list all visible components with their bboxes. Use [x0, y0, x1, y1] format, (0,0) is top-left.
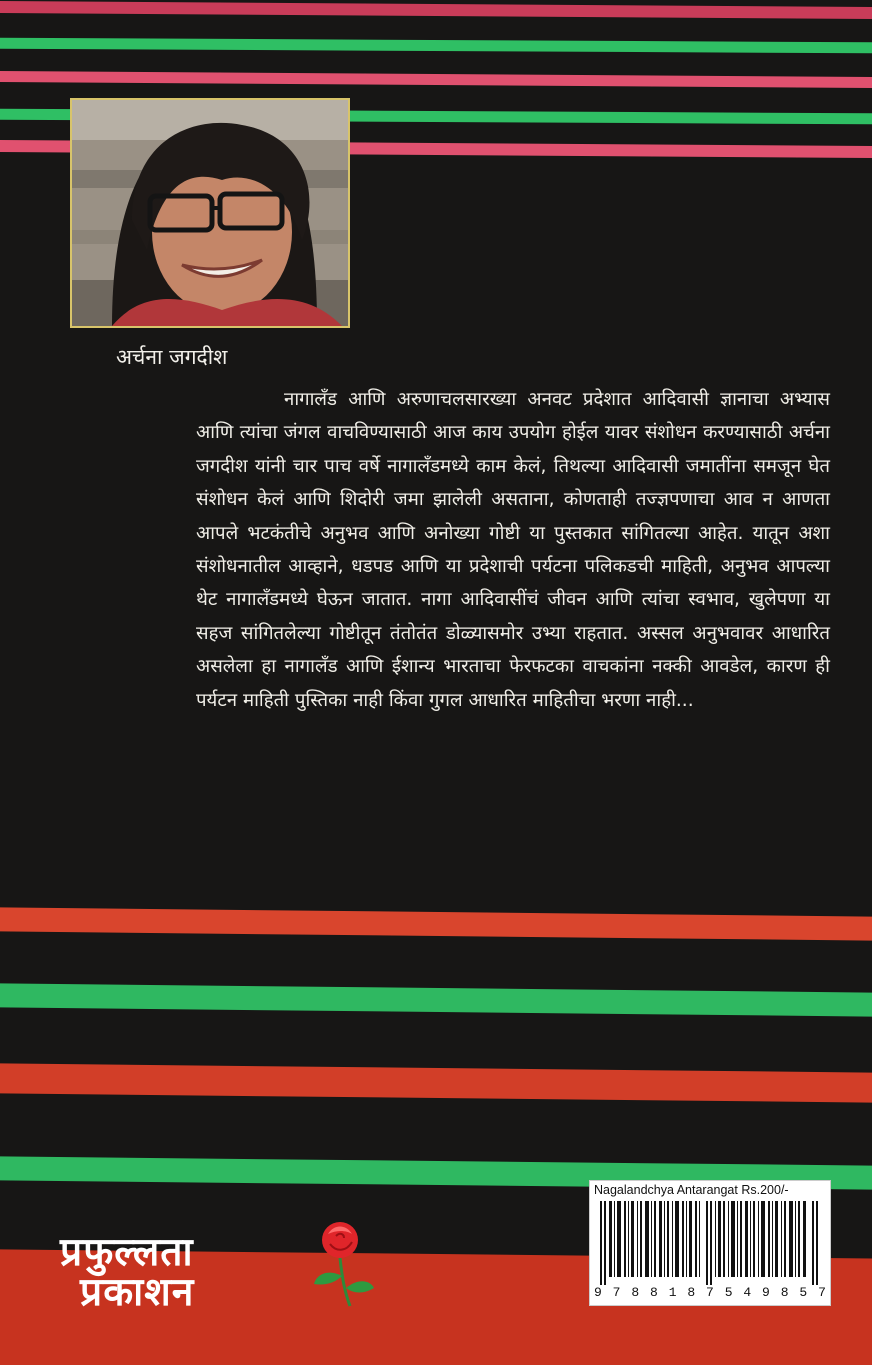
stripe-green	[0, 38, 872, 54]
barcode-digit: 8	[631, 1285, 640, 1300]
barcode-digit: 5	[799, 1285, 808, 1300]
description-paragraph: नागालँड आणि अरुणाचलसारख्या अनवट प्रदेशात आदिवासी ज्ञानाचा अभ्यास आणि त्यांचा जंगल वाचविण्यासाठी आज काय उपयोग होईल यावर संशोधन करण्यासाठी अर्चना जगदीश यांनी चार पाच वर्षे नागालँडमध्ये काम केलं, तिथल्या आदिवासी जमातींना समजून घेत संशोधन केलं आणि शिदोरी जमा झालेली असताना, कोणताही तज्ज्ञपणाचा आव न आणता आपले भटकंतीचे अनुभव आणि अनोख्या गोष्टी या पुस्तकात सांगितल्या आहेत. यातून अशा संशोधनातील आव्हाने, धडपड आणि या प्रदेशाची पर्यटना पलिकडची माहिती, अनुभव आपल्या थेट नागालँडमध्ये घेऊन जातात. नागा आदिवासींचं जीवन आणि त्यांचा स्वभाव, खुलेपणा या सहज सांगितलेल्या गोष्टीतून तंतोतंत डोळ्यासमोर उभ्या राहतात. अस्सल अनुभवावर आधारित असलेला हा नागालँड आणि ईशान्य भारताचा फेरफटका वाचकांना नक्की आवडेल, कारण ही पर्यटन माहिती पुस्तिका नाही किंवा गुगल आधारित माहितीचा भरणा नाही...	[196, 389, 830, 711]
barcode-digit: 7	[818, 1285, 826, 1300]
barcode-digit: 1	[668, 1285, 677, 1300]
barcode-title-price: Nagalandchya Antarangat Rs.200/-	[594, 1183, 789, 1197]
barcode-digit: 4	[743, 1285, 752, 1300]
barcode-digits	[594, 1285, 826, 1300]
stripe-red	[0, 1063, 872, 1103]
stripe-green	[0, 983, 872, 1017]
book-description	[196, 383, 830, 717]
author-photo	[70, 98, 350, 328]
barcode-digit: 5	[724, 1285, 733, 1300]
barcode-digit: 9	[762, 1285, 770, 1300]
barcode-digit: 8	[687, 1285, 696, 1300]
barcode-label	[589, 1180, 831, 1306]
stripe-pink	[0, 1, 872, 19]
barcode-digit: 9	[594, 1285, 602, 1300]
barcode-digit: 7	[706, 1285, 714, 1300]
publisher-name-line2: प्रकाशन	[80, 1270, 195, 1315]
author-name: अर्चना जगदीश	[116, 345, 228, 369]
barcode-digit: 8	[780, 1285, 789, 1300]
publisher-name-line1: प्रफुल्लता	[60, 1230, 194, 1275]
barcode-digit: 7	[612, 1285, 621, 1300]
stripe-red	[0, 907, 872, 941]
barcode-digit: 8	[650, 1285, 658, 1300]
stripe-pink	[0, 71, 872, 88]
publisher-logo	[60, 1230, 195, 1315]
rose-icon	[306, 1218, 376, 1308]
barcode-bars	[598, 1201, 822, 1285]
